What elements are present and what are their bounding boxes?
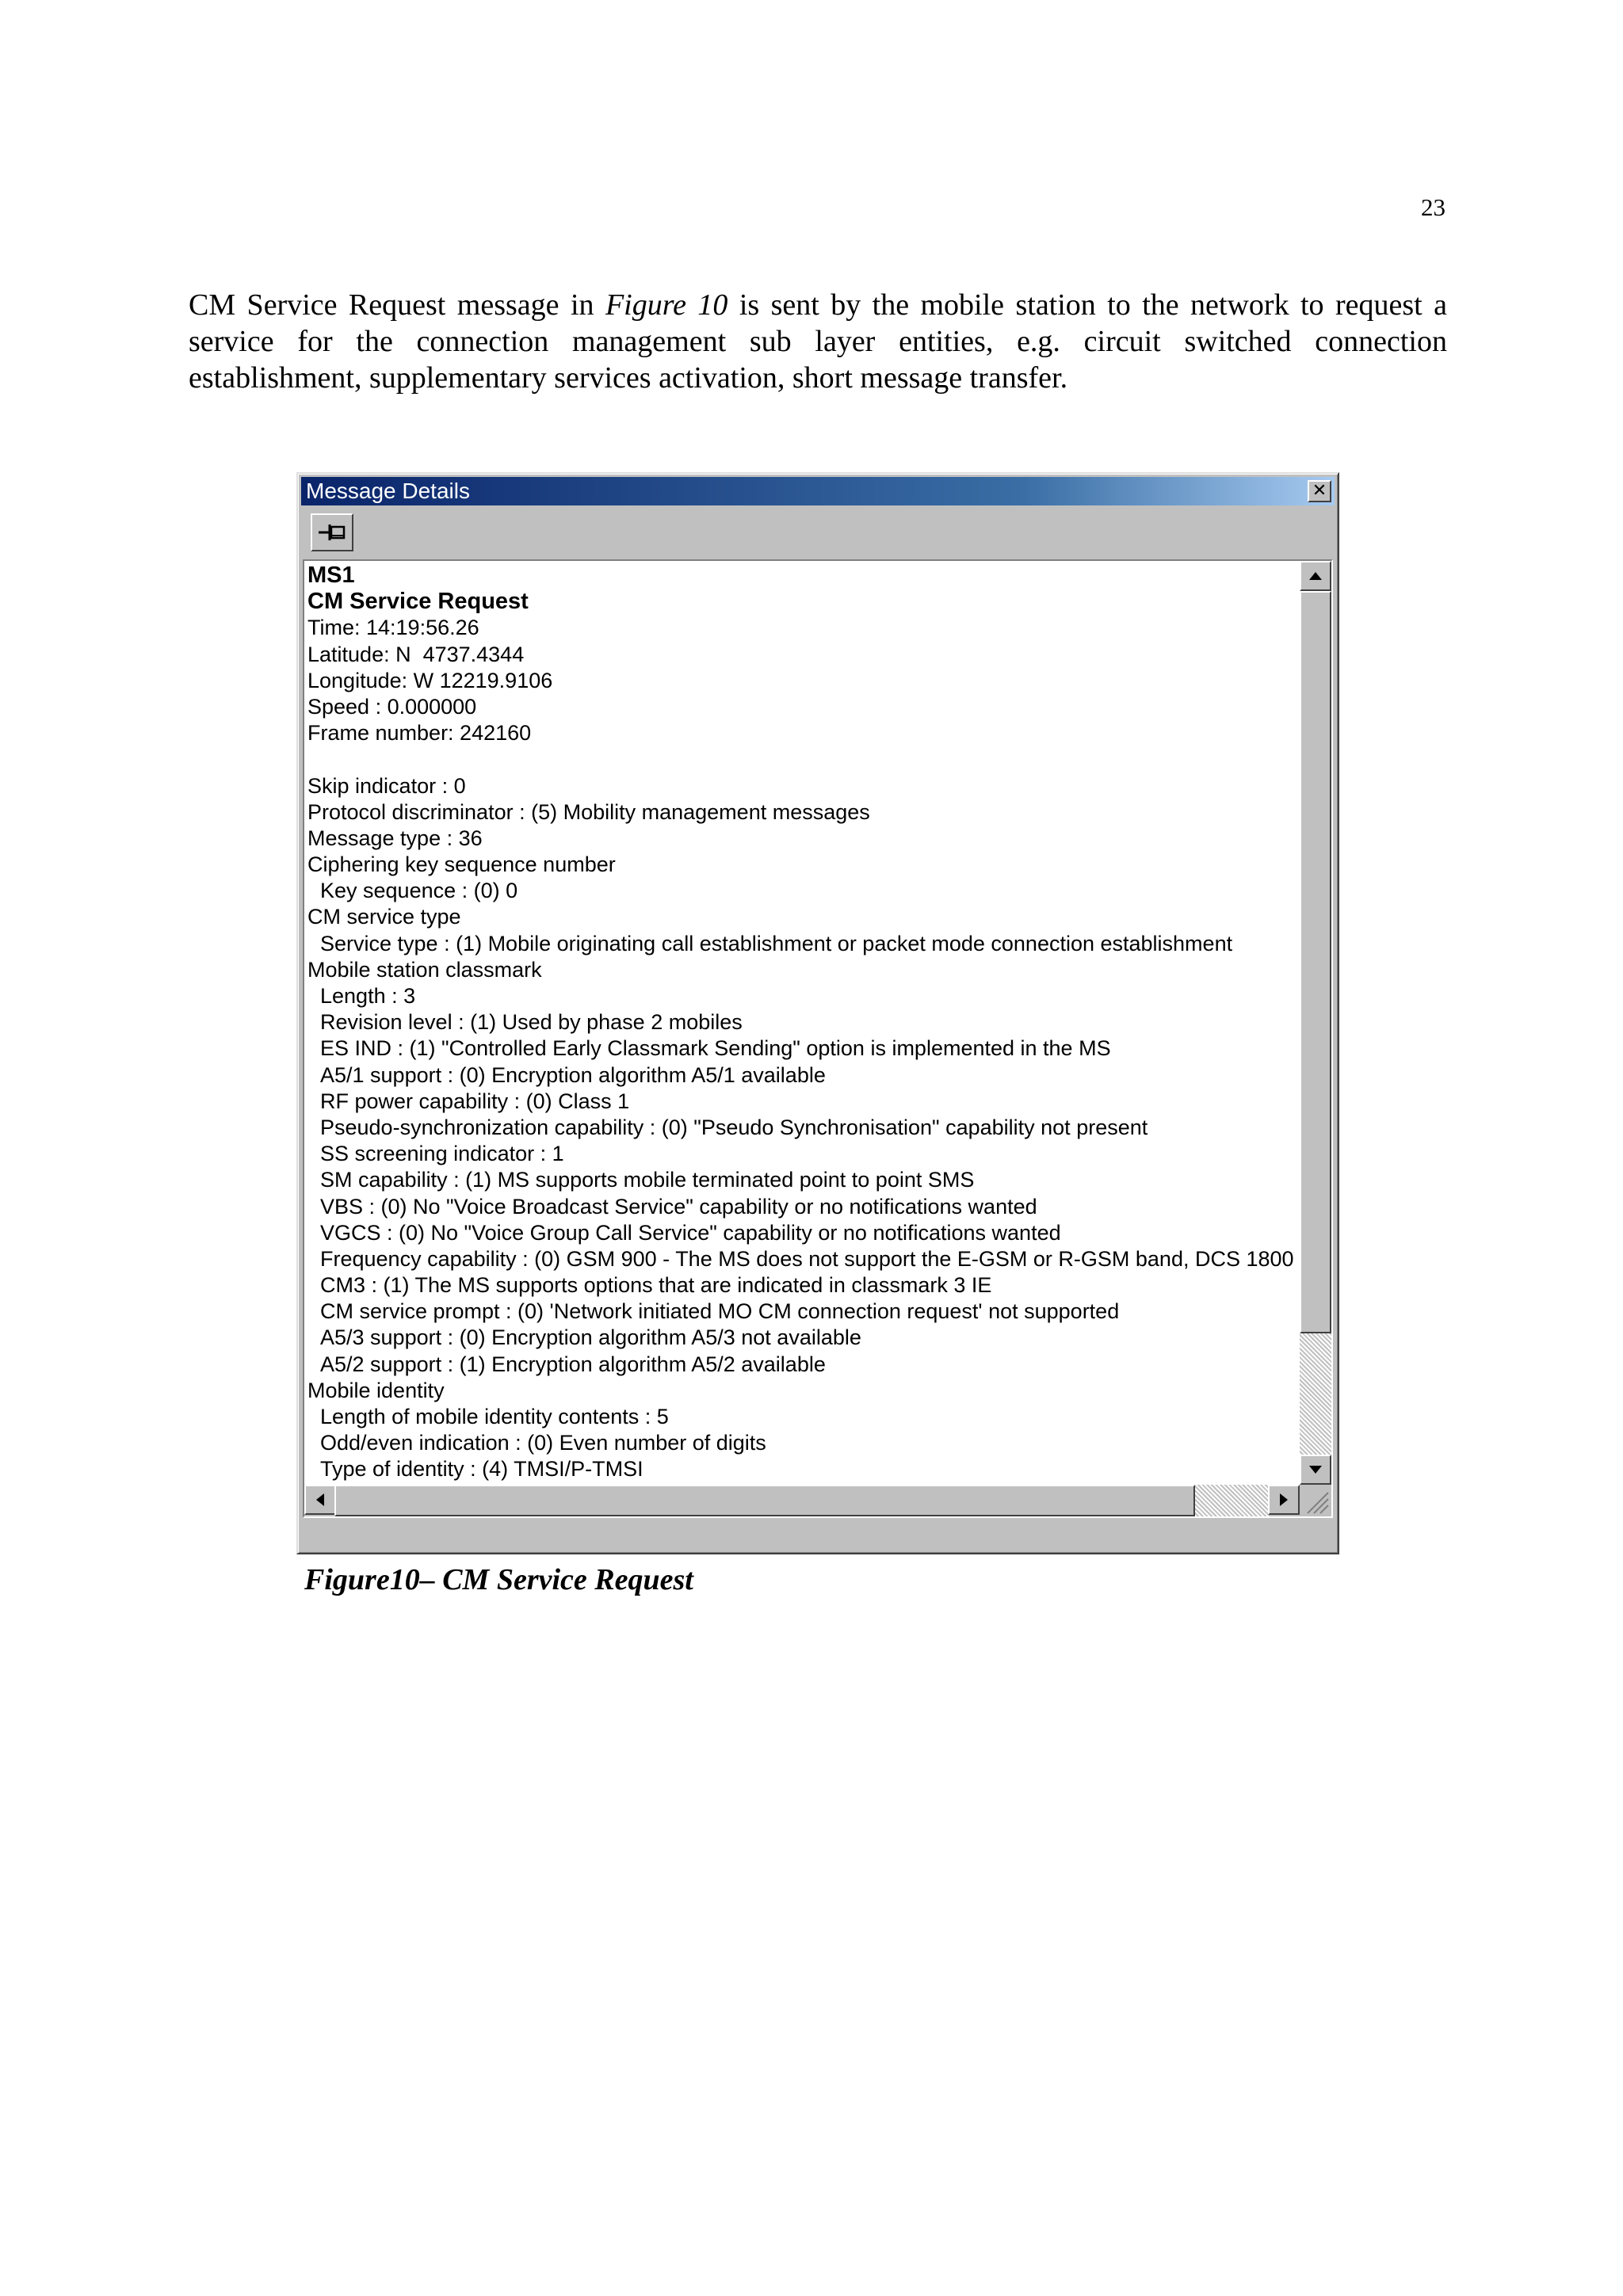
message-line: SM capability : (1) MS supports mobile terminated point to point SMS	[320, 1168, 975, 1192]
page-number: 23	[1421, 193, 1445, 221]
message-line: SS screening indicator : 1	[320, 1142, 564, 1166]
vertical-scroll-thumb[interactable]	[1300, 591, 1331, 1333]
message-line: ES IND : (1) "Controlled Early Classmark Sending" option is implemented in the MS	[320, 1036, 1111, 1061]
message-line: VGCS : (0) No "Voice Group Call Service" capability or no notifications wanted	[320, 1220, 1061, 1245]
message-line: Latitude: N 4737.4344	[307, 642, 525, 666]
message-line: A5/2 support : (1) Encryption algorithm A5/2 available	[320, 1352, 826, 1376]
window-titlebar[interactable]	[301, 477, 1335, 505]
message-content-area	[303, 559, 1333, 1518]
arrow-left-icon	[306, 1486, 334, 1513]
pin-button[interactable]	[311, 513, 353, 551]
message-text-pane[interactable]	[307, 563, 1298, 1485]
message-line: Revision level : (1) Used by phase 2 mobiles	[320, 1010, 743, 1035]
arrow-down-icon	[1301, 1456, 1330, 1483]
message-line: A5/1 support : (0) Encryption algorithm A5/1 available	[320, 1062, 826, 1087]
message-line	[307, 746, 1298, 772]
message-line: Ciphering key sequence number	[307, 852, 616, 877]
arrow-right-icon	[1270, 1486, 1298, 1513]
resize-grip-icon	[1300, 1485, 1331, 1516]
message-line: Mobile station classmark	[307, 957, 542, 982]
horizontal-scroll-thumb[interactable]	[334, 1485, 1195, 1516]
scroll-left-button[interactable]	[304, 1485, 336, 1515]
vertical-scrollbar[interactable]	[1300, 561, 1331, 1485]
toolbar	[301, 509, 1335, 556]
message-line: Length of mobile identity contents : 5	[320, 1405, 669, 1428]
horizontal-scroll-track[interactable]	[1195, 1485, 1270, 1516]
message-line: CM Service Request	[307, 589, 529, 615]
scroll-down-button[interactable]	[1300, 1455, 1331, 1485]
scroll-right-button[interactable]	[1268, 1485, 1300, 1515]
message-line: Frequency capability : (0) GSM 900 - The MS does not support the E-GSM or R-GSM band, DCS 1800	[320, 1246, 1294, 1271]
intro-paragraph	[189, 287, 1447, 396]
message-line: Longitude: W 12219.9106	[307, 668, 553, 692]
message-line: CM service type	[307, 905, 461, 929]
figure-caption: Figure10– CM Service Request	[304, 1563, 693, 1596]
message-line: Length : 3	[320, 984, 416, 1008]
message-line: Pseudo-synchronization capability : (0) "Pseudo Synchronisation" capability not present	[320, 1115, 1148, 1139]
message-line: Odd/even indication : (0) Even number of digits	[320, 1431, 766, 1455]
message-line: Frame number: 242160	[307, 721, 532, 746]
message-line: CM3 : (1) The MS supports options that are indicated in classmark 3 IE	[320, 1273, 992, 1298]
message-line: MS1	[307, 563, 355, 588]
message-line: Mobile identity	[307, 1378, 445, 1402]
intro-text-start: CM Service Request message in	[189, 288, 605, 322]
intro-text-end: is sent by the mobile station to the network to request a service for the connection management sub layer entities, e.g. circuit switched connection establishment, supplementary services activation, short message transfer.	[189, 288, 1448, 395]
vertical-scroll-track[interactable]	[1300, 1333, 1331, 1455]
message-line: Speed : 0.000000	[307, 694, 477, 719]
message-line: Skip indicator : 0	[307, 773, 466, 798]
message-line: CM service prompt : (0) 'Network initiated MO CM connection request' not supported	[320, 1299, 1120, 1324]
figure-reference: Figure 10	[605, 288, 728, 322]
message-line: Protocol discriminator : (5) Mobility management messages	[307, 799, 870, 824]
message-line: Key sequence : (0) 0	[320, 879, 518, 903]
message-line: Time: 14:19:56.26	[307, 616, 479, 640]
close-icon: ✕	[1312, 480, 1327, 500]
message-line: Service type : (1) Mobile originating call establishment or packet mode connection establishment	[320, 931, 1233, 955]
size-grip[interactable]	[1300, 1485, 1331, 1516]
message-line: Message type : 36	[307, 826, 483, 850]
message-line: VBS : (0) No "Voice Broadcast Service" capability or no notifications wanted	[320, 1194, 1037, 1219]
scroll-up-button[interactable]	[1300, 561, 1331, 591]
message-line: A5/3 support : (0) Encryption algorithm A5/3 not available	[320, 1325, 861, 1350]
pin-icon	[312, 515, 352, 550]
horizontal-scrollbar[interactable]	[304, 1485, 1300, 1516]
message-details-window	[296, 472, 1339, 1554]
arrow-up-icon	[1301, 563, 1330, 589]
message-line: Type of identity : (4) TMSI/P-TMSI	[320, 1457, 643, 1482]
message-line: RF power capability : (0) Class 1	[320, 1089, 630, 1113]
close-button[interactable]	[1308, 480, 1331, 502]
window-title: Message Details	[306, 479, 470, 503]
